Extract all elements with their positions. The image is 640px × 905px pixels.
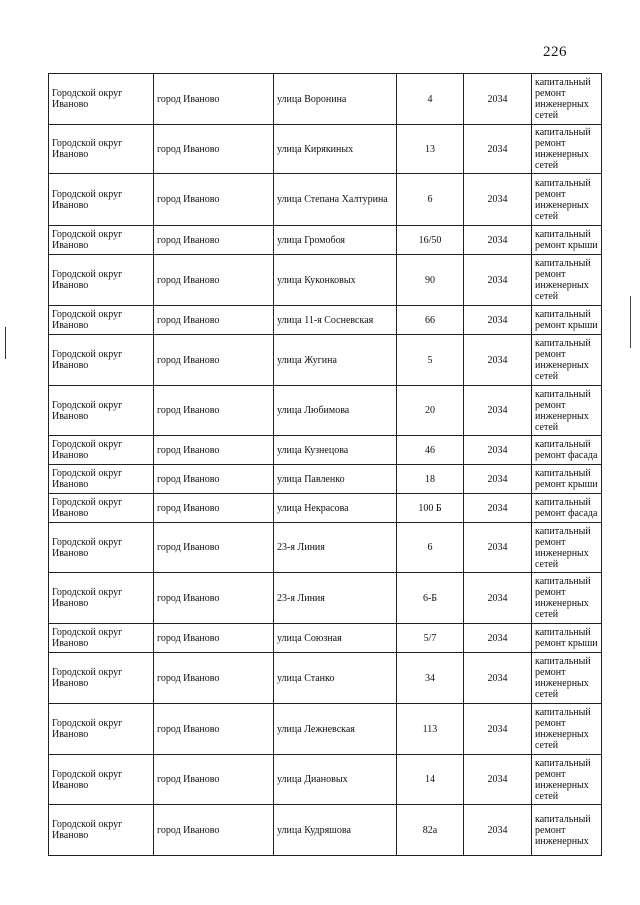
street-cell: улица Кузнецова (274, 436, 397, 465)
table-row (49, 306, 602, 335)
city-cell: город Иваново (154, 174, 274, 226)
table-row (49, 74, 602, 125)
street-cell: улица Громобоя (274, 226, 397, 255)
street-cell: 23-я Линия (274, 573, 397, 624)
year-cell: 2034 (464, 465, 532, 494)
city-cell: город Иваново (154, 226, 274, 255)
street-cell: улица Союзная (274, 624, 397, 653)
table-row (49, 125, 602, 174)
table-body (49, 74, 602, 856)
district-cell: Городской округ Иваново (49, 255, 154, 306)
table-row (49, 805, 602, 856)
work-type-cell: капитальный ремонт инженерных сетей (532, 573, 602, 624)
district-cell: Городской округ Иваново (49, 436, 154, 465)
street-cell: улица Степана Халтурина (274, 174, 397, 226)
year-cell: 2034 (464, 523, 532, 573)
work-type-cell: капитальный ремонт инженерных сетей (532, 125, 602, 174)
table-row (49, 704, 602, 755)
house-number-cell: 5/7 (397, 624, 464, 653)
district-cell: Городской округ Иваново (49, 624, 154, 653)
district-cell: Городской округ Иваново (49, 306, 154, 335)
city-cell: город Иваново (154, 74, 274, 125)
street-cell: улица Любимова (274, 386, 397, 436)
year-cell: 2034 (464, 125, 532, 174)
work-type-cell: капитальный ремонт фасада (532, 494, 602, 523)
district-cell: Городской округ Иваново (49, 653, 154, 704)
city-cell: город Иваново (154, 494, 274, 523)
table-row (49, 653, 602, 704)
city-cell: город Иваново (154, 624, 274, 653)
house-number-cell: 34 (397, 653, 464, 704)
year-cell: 2034 (464, 74, 532, 125)
district-cell: Городской округ Иваново (49, 755, 154, 805)
year-cell: 2034 (464, 805, 532, 856)
house-number-cell: 6 (397, 174, 464, 226)
page-number: 226 (543, 44, 567, 60)
year-cell: 2034 (464, 755, 532, 805)
house-number-cell: 6 (397, 523, 464, 573)
district-cell: Городской округ Иваново (49, 704, 154, 755)
house-number-cell: 13 (397, 125, 464, 174)
city-cell: город Иваново (154, 755, 274, 805)
scan-margin-mark-right (630, 296, 631, 348)
work-type-cell: капитальный ремонт инженерных сетей (532, 74, 602, 125)
work-type-cell: капитальный ремонт инженерных (532, 805, 602, 856)
district-cell: Городской округ Иваново (49, 174, 154, 226)
street-cell: улица Павленко (274, 465, 397, 494)
year-cell: 2034 (464, 573, 532, 624)
year-cell: 2034 (464, 174, 532, 226)
street-cell: улица Кудряшова (274, 805, 397, 856)
house-number-cell: 14 (397, 755, 464, 805)
work-type-cell: капитальный ремонт инженерных сетей (532, 386, 602, 436)
house-number-cell: 18 (397, 465, 464, 494)
house-number-cell: 90 (397, 255, 464, 306)
work-type-cell: капитальный ремонт инженерных сетей (532, 174, 602, 226)
table-row (49, 523, 602, 573)
district-cell: Городской округ Иваново (49, 465, 154, 494)
house-number-cell: 46 (397, 436, 464, 465)
work-type-cell: капитальный ремонт инженерных сетей (532, 755, 602, 805)
work-type-cell: капитальный ремонт фасада (532, 436, 602, 465)
house-number-cell: 66 (397, 306, 464, 335)
district-cell: Городской округ Иваново (49, 335, 154, 386)
table-row (49, 755, 602, 805)
city-cell: город Иваново (154, 436, 274, 465)
street-cell: улица Жугина (274, 335, 397, 386)
city-cell: город Иваново (154, 704, 274, 755)
district-cell: Городской округ Иваново (49, 386, 154, 436)
year-cell: 2034 (464, 306, 532, 335)
table-row (49, 226, 602, 255)
street-cell: 23-я Линия (274, 523, 397, 573)
street-cell: улица 11-я Сосневская (274, 306, 397, 335)
table-row (49, 255, 602, 306)
district-cell: Городской округ Иваново (49, 805, 154, 856)
table-row (49, 624, 602, 653)
year-cell: 2034 (464, 386, 532, 436)
city-cell: город Иваново (154, 386, 274, 436)
district-cell: Городской округ Иваново (49, 125, 154, 174)
street-cell: улица Диановых (274, 755, 397, 805)
street-cell: улица Станко (274, 653, 397, 704)
city-cell: город Иваново (154, 653, 274, 704)
street-cell: улица Кирякиных (274, 125, 397, 174)
work-type-cell: капитальный ремонт инженерных сетей (532, 523, 602, 573)
district-cell: Городской округ Иваново (49, 74, 154, 125)
work-type-cell: капитальный ремонт инженерных сетей (532, 653, 602, 704)
city-cell: город Иваново (154, 573, 274, 624)
work-type-cell: капитальный ремонт крыши (532, 465, 602, 494)
work-type-cell: капитальный ремонт инженерных сетей (532, 704, 602, 755)
repair-schedule-table (48, 73, 602, 856)
city-cell: город Иваново (154, 125, 274, 174)
district-cell: Городской округ Иваново (49, 573, 154, 624)
city-cell: город Иваново (154, 805, 274, 856)
city-cell: город Иваново (154, 523, 274, 573)
year-cell: 2034 (464, 624, 532, 653)
street-cell: улица Воронина (274, 74, 397, 125)
street-cell: улица Некрасова (274, 494, 397, 523)
table-row (49, 436, 602, 465)
street-cell: улица Лежневская (274, 704, 397, 755)
house-number-cell: 113 (397, 704, 464, 755)
table-row (49, 174, 602, 226)
work-type-cell: капитальный ремонт инженерных сетей (532, 335, 602, 386)
house-number-cell: 82а (397, 805, 464, 856)
house-number-cell: 6-Б (397, 573, 464, 624)
year-cell: 2034 (464, 436, 532, 465)
house-number-cell: 5 (397, 335, 464, 386)
city-cell: город Иваново (154, 335, 274, 386)
district-cell: Городской округ Иваново (49, 523, 154, 573)
table-row (49, 465, 602, 494)
city-cell: город Иваново (154, 306, 274, 335)
house-number-cell: 16/50 (397, 226, 464, 255)
house-number-cell: 100 Б (397, 494, 464, 523)
work-type-cell: капитальный ремонт инженерных сетей (532, 255, 602, 306)
district-cell: Городской округ Иваново (49, 226, 154, 255)
year-cell: 2034 (464, 704, 532, 755)
year-cell: 2034 (464, 494, 532, 523)
city-cell: город Иваново (154, 255, 274, 306)
house-number-cell: 4 (397, 74, 464, 125)
year-cell: 2034 (464, 255, 532, 306)
city-cell: город Иваново (154, 465, 274, 494)
house-number-cell: 20 (397, 386, 464, 436)
year-cell: 2034 (464, 653, 532, 704)
scan-margin-mark-left (5, 327, 6, 359)
street-cell: улица Куконковых (274, 255, 397, 306)
year-cell: 2034 (464, 335, 532, 386)
year-cell: 2034 (464, 226, 532, 255)
table-row (49, 335, 602, 386)
table-row (49, 573, 602, 624)
table-row (49, 494, 602, 523)
work-type-cell: капитальный ремонт крыши (532, 226, 602, 255)
work-type-cell: капитальный ремонт крыши (532, 624, 602, 653)
work-type-cell: капитальный ремонт крыши (532, 306, 602, 335)
table-row (49, 386, 602, 436)
district-cell: Городской округ Иваново (49, 494, 154, 523)
